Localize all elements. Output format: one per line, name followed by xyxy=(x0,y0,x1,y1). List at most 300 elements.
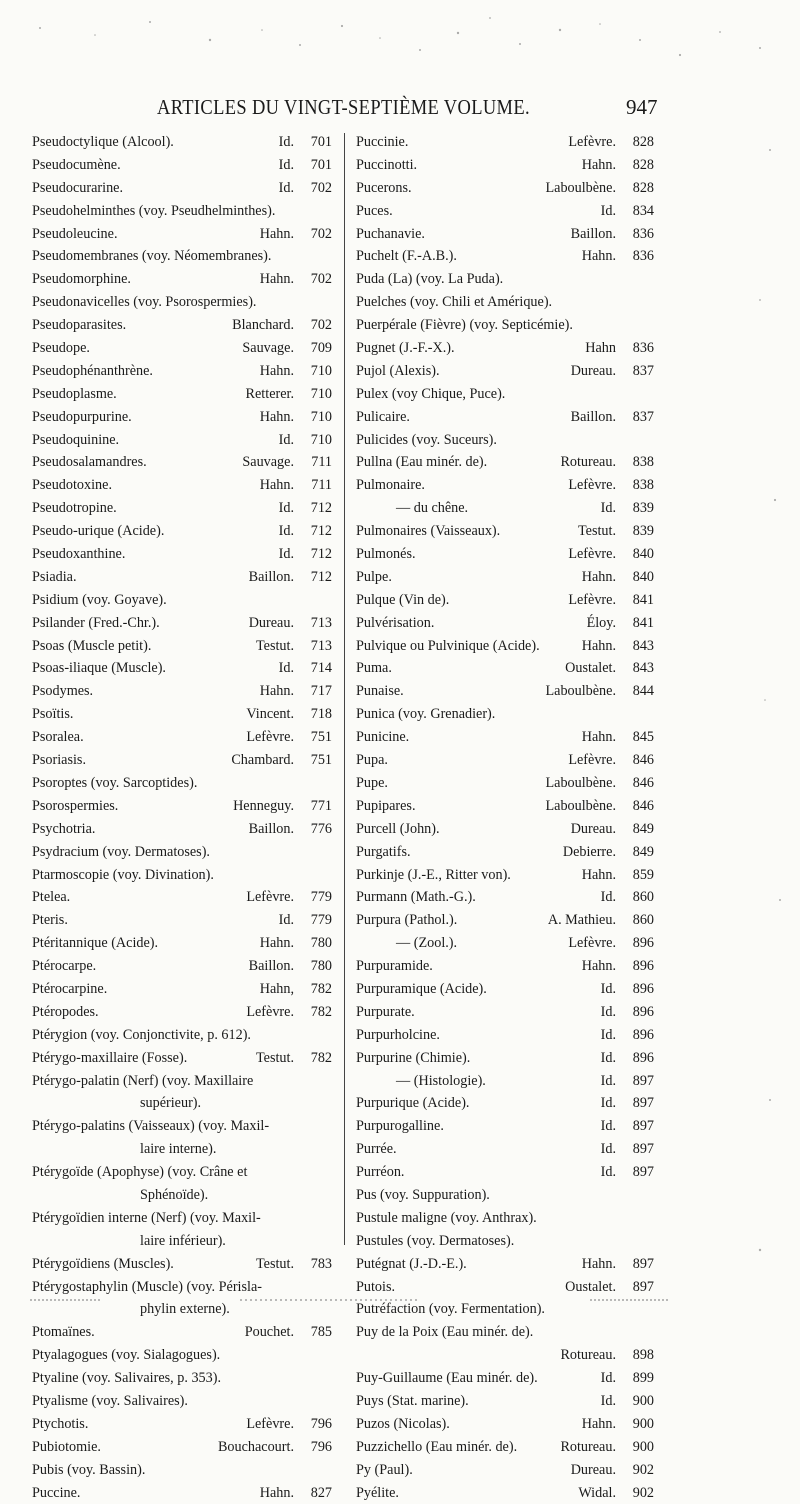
index-entry xyxy=(30,200,334,223)
index-entry xyxy=(354,451,656,474)
footer-rule xyxy=(30,1298,750,1302)
entry-term: Ptérocarpine. xyxy=(32,980,108,997)
entry-term: Ptelea. xyxy=(32,889,71,906)
index-entry xyxy=(30,1344,334,1367)
index-entry xyxy=(354,1344,656,1367)
entry-page: 836 xyxy=(632,248,654,265)
entry-author: Testut. xyxy=(255,1049,294,1066)
index-entry xyxy=(354,841,656,864)
index-entry xyxy=(354,360,656,383)
index-entry xyxy=(354,406,656,429)
entry-term: Puchanavie. xyxy=(356,225,425,242)
entry-author: Baillon. xyxy=(248,958,294,975)
index-entry xyxy=(354,1276,656,1299)
entry-term: Ptérygo-palatin (Nerf) (voy. Maxillaire xyxy=(32,1072,254,1089)
entry-term: Punica (voy. Grenadier). xyxy=(356,706,496,723)
entry-author: Dureau. xyxy=(570,820,616,837)
entry-page: 897 xyxy=(632,1278,654,1295)
index-entry xyxy=(354,1047,656,1070)
entry-author: Id. xyxy=(600,1370,616,1387)
entry-author: Lefèvre. xyxy=(568,477,616,494)
entry-author: Id. xyxy=(600,1118,616,1135)
entry-author: Blanchard. xyxy=(232,317,294,334)
index-entry xyxy=(354,314,656,337)
entry-term: Puchelt (F.-A.B.). xyxy=(356,248,457,265)
entry-page: 860 xyxy=(632,889,654,906)
index-entry xyxy=(354,131,656,154)
index-entry xyxy=(354,1001,656,1024)
index-entry xyxy=(354,726,656,749)
entry-term: phylin externe). xyxy=(140,1301,230,1318)
entry-term: Psilander (Fred.-Chr.). xyxy=(32,614,160,631)
entry-page: 717 xyxy=(310,683,332,700)
index-entry xyxy=(30,406,334,429)
index-entry xyxy=(354,1321,656,1344)
entry-author: Id. xyxy=(278,179,294,196)
entry-term: Puys (Stat. marine). xyxy=(356,1392,469,1409)
entry-page: 701 xyxy=(310,156,332,173)
entry-page: 712 xyxy=(310,568,332,585)
index-entry xyxy=(354,497,656,520)
entry-author: Hahn. xyxy=(581,866,616,883)
entry-term: Pulvérisation. xyxy=(356,614,435,631)
entry-term: Pseudosalamandres. xyxy=(32,454,147,471)
index-entry xyxy=(354,154,656,177)
index-entry xyxy=(30,1138,334,1161)
index-entry xyxy=(354,1070,656,1093)
index-entry xyxy=(30,360,334,383)
entry-page: 897 xyxy=(632,1164,654,1181)
entry-term: Pubiotomie. xyxy=(32,1438,101,1455)
entry-term: laire inférieur). xyxy=(140,1232,226,1249)
index-entry xyxy=(30,612,334,635)
entry-page: 782 xyxy=(310,1049,332,1066)
index-entry xyxy=(354,657,656,680)
index-entry xyxy=(30,451,334,474)
entry-term: Puma. xyxy=(356,660,392,677)
entry-term: Purpurate. xyxy=(356,1003,415,1020)
entry-author: Id. xyxy=(278,156,294,173)
index-entry xyxy=(30,1482,334,1504)
index-entry xyxy=(30,543,334,566)
entry-page: 897 xyxy=(632,1095,654,1112)
entry-author: Laboulbène. xyxy=(545,179,616,196)
page-number: 947 xyxy=(626,95,658,119)
index-entry xyxy=(354,978,656,1001)
entry-author: Lefèvre. xyxy=(568,935,616,952)
index-entry xyxy=(30,566,334,589)
entry-page: 796 xyxy=(310,1438,332,1455)
index-entry xyxy=(354,520,656,543)
entry-author: Hahn. xyxy=(581,729,616,746)
entry-author: Sauvage. xyxy=(242,454,294,471)
index-entry xyxy=(354,772,656,795)
entry-term: Pustules (voy. Dermatoses). xyxy=(356,1232,515,1249)
entry-page: 900 xyxy=(632,1415,654,1432)
entry-page: 782 xyxy=(310,1003,332,1020)
entry-page: 712 xyxy=(310,500,332,517)
entry-term: Ptérygoïdiens (Muscles). xyxy=(32,1255,174,1272)
entry-term: Purcell (John). xyxy=(356,820,440,837)
entry-term: Purpurogalline. xyxy=(356,1118,444,1135)
entry-page: 839 xyxy=(632,523,654,540)
entry-page: 897 xyxy=(632,1118,654,1135)
entry-author: Hahn. xyxy=(259,935,294,952)
entry-term: — (Histologie). xyxy=(396,1072,486,1089)
entry-page: 846 xyxy=(632,752,654,769)
entry-term: Ptyalisme (voy. Salivaires). xyxy=(32,1392,188,1409)
index-entry xyxy=(30,978,334,1001)
entry-page: 713 xyxy=(310,637,332,654)
index-entry xyxy=(354,337,656,360)
index-entry xyxy=(30,1230,334,1253)
entry-author: Dureau. xyxy=(570,1461,616,1478)
entry-page: 776 xyxy=(310,820,332,837)
entry-author: Id. xyxy=(600,1141,616,1158)
entry-author: Debierre. xyxy=(562,843,616,860)
index-entry xyxy=(354,429,656,452)
index-entry xyxy=(354,1482,656,1504)
entry-term: Psorospermies. xyxy=(32,797,119,814)
index-entry xyxy=(30,383,334,406)
entry-author: Lefèvre. xyxy=(568,134,616,150)
entry-page: 780 xyxy=(310,935,332,952)
index-entry xyxy=(30,635,334,658)
index-entry xyxy=(354,383,656,406)
entry-term: Pseudoparasites. xyxy=(32,317,127,334)
entry-page: 785 xyxy=(310,1324,332,1341)
index-entry xyxy=(30,1413,334,1436)
entry-page: 710 xyxy=(310,408,332,425)
entry-author: Id. xyxy=(278,546,294,563)
entry-author: Widal. xyxy=(578,1484,616,1501)
index-entry xyxy=(30,886,334,909)
entry-page: 751 xyxy=(310,729,332,746)
entry-page: 900 xyxy=(632,1392,654,1409)
entry-page: 845 xyxy=(632,729,654,746)
entry-term: Ptyaline (voy. Salivaires, p. 353). xyxy=(32,1370,222,1387)
entry-author: Laboulbène. xyxy=(545,774,616,791)
entry-author: Rotureau. xyxy=(560,454,616,471)
entry-author: Laboulbène. xyxy=(545,797,616,814)
index-entry xyxy=(354,1390,656,1413)
entry-page: 837 xyxy=(632,408,654,425)
entry-term: Pseudoctylique (Alcool). xyxy=(32,134,174,150)
entry-author: Hahn. xyxy=(581,1255,616,1272)
entry-author: Id. xyxy=(278,134,294,150)
entry-term: Puerpérale (Fièvre) (voy. Septicémie). xyxy=(356,317,573,334)
index-entry xyxy=(30,131,334,154)
entry-author: Baillon. xyxy=(570,408,616,425)
entry-author: Hahn. xyxy=(259,683,294,700)
entry-term: Pseudoquinine. xyxy=(32,431,120,448)
entry-term: Ptérygion (voy. Conjonctivite, p. 612). xyxy=(32,1026,251,1043)
entry-term: Pyélite. xyxy=(356,1484,399,1501)
entry-term: Pupipares. xyxy=(356,797,416,814)
entry-page: 844 xyxy=(632,683,654,700)
entry-page: 751 xyxy=(310,752,332,769)
entry-author: Pouchet. xyxy=(244,1324,294,1341)
entry-term: Puccinotti. xyxy=(356,156,418,173)
index-entry xyxy=(354,177,656,200)
page-header xyxy=(30,95,670,125)
entry-page: 859 xyxy=(632,866,654,883)
entry-author: Testut. xyxy=(255,1255,294,1272)
entry-page: 896 xyxy=(632,958,654,975)
entry-page: 896 xyxy=(632,1003,654,1020)
index-entry xyxy=(354,1459,656,1482)
entry-term: Pulmonaires (Vaisseaux). xyxy=(356,523,501,540)
entry-term: Sphénoïde). xyxy=(140,1186,209,1203)
index-entry xyxy=(30,589,334,612)
entry-term: Ptéropodes. xyxy=(32,1003,99,1020)
index-entry xyxy=(30,703,334,726)
entry-page: 828 xyxy=(632,156,654,173)
entry-term: Ptérygo-maxillaire (Fosse). xyxy=(32,1049,188,1066)
entry-page: 898 xyxy=(632,1347,654,1364)
entry-author: Éloy. xyxy=(586,614,616,631)
entry-author: Id. xyxy=(600,1049,616,1066)
index-entry xyxy=(354,864,656,887)
entry-page: 828 xyxy=(632,179,654,196)
entry-page: 718 xyxy=(310,706,332,723)
index-entry xyxy=(30,223,334,246)
entry-author: Laboulbène. xyxy=(545,683,616,700)
entry-author: Lefèvre. xyxy=(246,889,294,906)
entry-term: Pseudo-urique (Acide). xyxy=(32,523,165,540)
entry-page: 702 xyxy=(310,179,332,196)
entry-author: Hahn. xyxy=(581,637,616,654)
entry-term: Psoriasis. xyxy=(32,752,86,769)
entry-page: 711 xyxy=(311,477,332,494)
entry-term: Psychotria. xyxy=(32,820,96,837)
entry-term: Putréfaction (voy. Fermentation). xyxy=(356,1301,545,1318)
index-entry xyxy=(354,749,656,772)
index-entry xyxy=(354,1161,656,1184)
entry-author: Dureau. xyxy=(248,614,294,631)
entry-author: Id. xyxy=(600,1003,616,1020)
entry-term: Pseudoleucine. xyxy=(32,225,118,242)
entry-page: 783 xyxy=(310,1255,332,1272)
index-entry xyxy=(354,1413,656,1436)
entry-term: Ptérocarpe. xyxy=(32,958,97,975)
entry-author: Id. xyxy=(600,980,616,997)
entry-page: 782 xyxy=(310,980,332,997)
entry-author: Id. xyxy=(600,1095,616,1112)
entry-author: Id. xyxy=(278,431,294,448)
entry-page: 837 xyxy=(632,362,654,379)
entry-term: Puy de la Poix (Eau minér. de). xyxy=(356,1324,534,1341)
entry-term: Psoas-iliaque (Muscle). xyxy=(32,660,166,677)
entry-term: Py (Paul). xyxy=(356,1461,413,1478)
entry-author: Lefèvre. xyxy=(246,1003,294,1020)
entry-page: 779 xyxy=(310,912,332,929)
entry-page: 710 xyxy=(310,362,332,379)
index-entry xyxy=(354,612,656,635)
index-entry xyxy=(30,520,334,543)
entry-page: 710 xyxy=(310,385,332,402)
entry-page: 779 xyxy=(310,889,332,906)
index-entry xyxy=(354,635,656,658)
entry-author: Hahn. xyxy=(581,568,616,585)
entry-term: Purpurique (Acide). xyxy=(356,1095,470,1112)
index-entry xyxy=(30,337,334,360)
entry-term: Putois. xyxy=(356,1278,396,1295)
entry-page: 897 xyxy=(632,1141,654,1158)
index-entry xyxy=(30,841,334,864)
entry-term: Pulvique ou Pulvinique (Acide). xyxy=(356,637,540,654)
entry-term: Ptérygoïdien interne (Nerf) (voy. Maxil- xyxy=(32,1209,261,1226)
column-divider xyxy=(344,133,345,1245)
entry-page: 839 xyxy=(632,500,654,517)
entry-author: Hahn. xyxy=(581,1415,616,1432)
index-entry xyxy=(354,223,656,246)
entry-author: Id. xyxy=(278,500,294,517)
entry-term: Putégnat (J.-D.-E.). xyxy=(356,1255,467,1272)
index-entry xyxy=(354,886,656,909)
index-entry xyxy=(354,1230,656,1253)
entry-term: Puelches (voy. Chili et Amérique). xyxy=(356,294,553,311)
entry-term: Purpuramide. xyxy=(356,958,433,975)
entry-author: Oustalet. xyxy=(565,660,616,677)
index-entry xyxy=(354,1367,656,1390)
entry-page: 838 xyxy=(632,454,654,471)
index-entry xyxy=(30,1115,334,1138)
index-entry xyxy=(30,864,334,887)
index-entry xyxy=(30,177,334,200)
entry-page: 897 xyxy=(632,1072,654,1089)
entry-author: Testut. xyxy=(577,523,616,540)
entry-term: Pulpe. xyxy=(356,568,392,585)
index-entry xyxy=(30,1184,334,1207)
entry-term: Pupe. xyxy=(356,774,388,791)
index-entry xyxy=(354,268,656,291)
index-entry xyxy=(354,1184,656,1207)
entry-term: Puzzichello (Eau minér. de). xyxy=(356,1438,518,1455)
entry-author: A. Mathieu. xyxy=(547,912,616,929)
entry-term: Purgatifs. xyxy=(356,843,411,860)
entry-author: Hahn. xyxy=(259,362,294,379)
index-entry xyxy=(354,543,656,566)
entry-page: 702 xyxy=(310,317,332,334)
entry-page: 902 xyxy=(632,1484,654,1501)
index-entry xyxy=(30,474,334,497)
entry-author: Id. xyxy=(278,660,294,677)
index-entry xyxy=(354,909,656,932)
entry-author: Hahn. xyxy=(259,271,294,288)
entry-author: Oustalet. xyxy=(565,1278,616,1295)
index-entry xyxy=(30,1207,334,1230)
entry-author: Id. xyxy=(600,1392,616,1409)
entry-term: Pseudope. xyxy=(32,340,90,357)
entry-term: Pugnet (J.-F.-X.). xyxy=(356,340,455,357)
entry-term: Puccinie. xyxy=(356,134,409,150)
entry-term: Pulicaire. xyxy=(356,408,410,425)
entry-term: Ptyalagogues (voy. Sialagogues). xyxy=(32,1347,221,1364)
entry-page: 843 xyxy=(632,660,654,677)
entry-term: Psiadia. xyxy=(32,568,77,585)
entry-author: Testut. xyxy=(255,637,294,654)
entry-page: 702 xyxy=(310,225,332,242)
entry-term: Pseudocumène. xyxy=(32,156,121,173)
entry-author: Henneguy. xyxy=(233,797,294,814)
index-entry xyxy=(30,1276,334,1299)
entry-author: Id. xyxy=(600,1026,616,1043)
index-entry xyxy=(30,1253,334,1276)
entry-term: Psoas (Muscle petit). xyxy=(32,637,152,654)
index-entry xyxy=(354,291,656,314)
entry-term: Purrée. xyxy=(356,1141,397,1158)
entry-page: 840 xyxy=(632,546,654,563)
entry-term: Pus (voy. Suppuration). xyxy=(356,1186,490,1203)
entry-term: Psoralea. xyxy=(32,729,84,746)
index-entry xyxy=(354,1436,656,1459)
entry-term: Pucerons. xyxy=(356,179,412,196)
entry-term: supérieur). xyxy=(140,1095,202,1112)
entry-page: 896 xyxy=(632,1049,654,1066)
entry-author: Hahn, xyxy=(259,980,294,997)
index-entry xyxy=(354,955,656,978)
entry-page: 702 xyxy=(310,271,332,288)
entry-author: Id. xyxy=(600,1164,616,1181)
index-entry xyxy=(30,497,334,520)
entry-page: 771 xyxy=(310,797,332,814)
index-entry xyxy=(30,1390,334,1413)
page-title: ARTICLES DU VINGT-SEPTIÈME VOLUME. xyxy=(157,95,530,119)
entry-author: Baillon. xyxy=(248,820,294,837)
index-entry xyxy=(30,291,334,314)
index-entry xyxy=(30,1024,334,1047)
entry-term: Puy-Guillaume (Eau minér. de). xyxy=(356,1370,538,1387)
entry-term: Pseudoxanthine. xyxy=(32,546,126,563)
entry-author: Dureau. xyxy=(570,362,616,379)
entry-term: Ptérygoïde (Apophyse) (voy. Crâne et xyxy=(32,1164,248,1181)
index-entry xyxy=(30,1367,334,1390)
index-entry xyxy=(30,1070,334,1093)
entry-author: Id. xyxy=(600,889,616,906)
entry-term: Ptéritannique (Acide). xyxy=(32,935,159,952)
entry-page: 846 xyxy=(632,774,654,791)
index-entry xyxy=(354,245,656,268)
entry-term: Punaise. xyxy=(356,683,404,700)
entry-term: Punicine. xyxy=(356,729,410,746)
entry-term: Puccine. xyxy=(32,1484,81,1501)
index-entry xyxy=(30,1436,334,1459)
index-entry xyxy=(30,749,334,772)
entry-author: Hahn. xyxy=(259,408,294,425)
entry-author: Id. xyxy=(600,202,616,219)
index-entry xyxy=(30,1161,334,1184)
entry-page: 710 xyxy=(310,431,332,448)
entry-term: Psodymes. xyxy=(32,683,94,700)
entry-page: 896 xyxy=(632,1026,654,1043)
entry-author: Lefèvre. xyxy=(568,591,616,608)
entry-term: Purpurine (Chimie). xyxy=(356,1049,471,1066)
index-entry xyxy=(30,314,334,337)
index-entry xyxy=(354,474,656,497)
index-entry xyxy=(30,1047,334,1070)
entry-page: 701 xyxy=(310,134,332,150)
entry-author: Id. xyxy=(600,500,616,517)
entry-author: Hahn. xyxy=(259,225,294,242)
entry-term: Psydracium (voy. Dermatoses). xyxy=(32,843,210,860)
entry-page: 780 xyxy=(310,958,332,975)
entry-author: Id. xyxy=(600,1072,616,1089)
entry-author: Baillon. xyxy=(570,225,616,242)
entry-page: 712 xyxy=(310,546,332,563)
entry-page: 846 xyxy=(632,797,654,814)
index-entry xyxy=(30,932,334,955)
